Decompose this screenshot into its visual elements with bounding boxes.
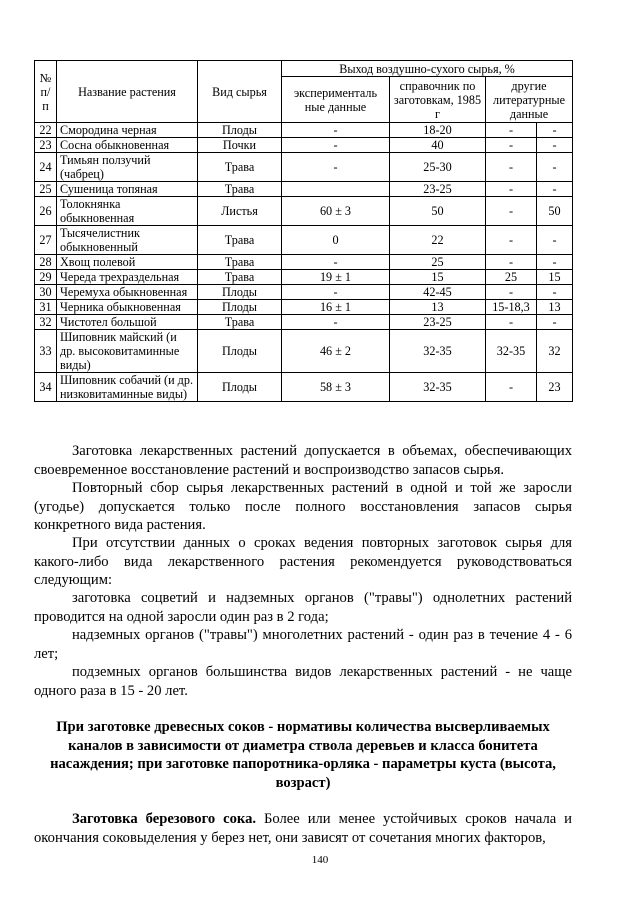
row-name: Шиповник собачий (и др. низковитаминные виды) xyxy=(57,373,198,402)
row-other-literature-1: - xyxy=(486,226,537,255)
table-body xyxy=(35,123,573,402)
table-row xyxy=(35,182,573,197)
row-other-literature-2: 13 xyxy=(537,300,573,315)
row-num: 31 xyxy=(35,300,57,315)
row-other-literature-1: - xyxy=(486,285,537,300)
row-num: 34 xyxy=(35,373,57,402)
row-experimental: 60 ± 3 xyxy=(282,197,390,226)
row-other-literature-2: - xyxy=(537,153,573,182)
header-yield-group: Выход воздушно-сухого сырья, % xyxy=(282,61,573,77)
row-experimental: - xyxy=(282,123,390,138)
row-handbook: 32-35 xyxy=(390,373,486,402)
paragraph-3: При отсутствии данных о сроках ведения повторных заготовок сырья для какого-либо вида лекарственного растения рекомендуется руководствоваться следующим: xyxy=(34,535,572,588)
row-handbook: 40 xyxy=(390,138,486,153)
row-other-literature-1: - xyxy=(486,123,537,138)
row-kind: Трава xyxy=(198,182,282,197)
row-num: 24 xyxy=(35,153,57,182)
row-handbook: 50 xyxy=(390,197,486,226)
row-other-literature-2: - xyxy=(537,138,573,153)
row-experimental: 46 ± 2 xyxy=(282,330,390,373)
paragraph-1: Заготовка лекарственных растений допускается в объемах, обеспечивающих своевременное восстановление растений и воспроизводство запасов сырья. xyxy=(34,443,572,478)
header-name: Название растения xyxy=(57,61,198,123)
row-handbook: 13 xyxy=(390,300,486,315)
row-name: Тысячелистник обыкновенный xyxy=(57,226,198,255)
row-name: Хвощ полевой xyxy=(57,255,198,270)
table-row xyxy=(35,285,573,300)
row-other-literature-1: - xyxy=(486,138,537,153)
row-handbook: 25-30 xyxy=(390,153,486,182)
row-name: Черемуха обыкновенная xyxy=(57,285,198,300)
row-experimental: 58 ± 3 xyxy=(282,373,390,402)
row-name: Череда трехраздельная xyxy=(57,270,198,285)
row-other-literature-1: - xyxy=(486,373,537,402)
row-other-literature-1: 32-35 xyxy=(486,330,537,373)
row-num: 32 xyxy=(35,315,57,330)
row-num: 26 xyxy=(35,197,57,226)
yield-table xyxy=(34,60,573,402)
row-handbook: 32-35 xyxy=(390,330,486,373)
row-other-literature-2: 23 xyxy=(537,373,573,402)
table-row xyxy=(35,373,573,402)
row-kind: Трава xyxy=(198,255,282,270)
row-handbook: 22 xyxy=(390,226,486,255)
row-kind: Плоды xyxy=(198,123,282,138)
row-name: Толокнянка обыкновенная xyxy=(57,197,198,226)
row-experimental: - xyxy=(282,153,390,182)
paragraph-birch-sap-text: Более или менее устойчивых сроков начала и окончания соковыделения у берез нет, они зависят от сочетания многих факторов, xyxy=(34,811,572,846)
row-kind: Плоды xyxy=(198,330,282,373)
row-other-literature-1: - xyxy=(486,255,537,270)
table-row xyxy=(35,138,573,153)
header-num: № п/п xyxy=(35,61,57,123)
row-num: 25 xyxy=(35,182,57,197)
row-other-literature-2: 15 xyxy=(537,270,573,285)
row-other-literature-1: 15-18,3 xyxy=(486,300,537,315)
section-heading: При заготовке древесных соков - нормативы количества высверливаемых каналов в зависимости от диаметра ствола деревьев и класса бонитета насаждения; при заготовке папоротника-орляка - параметры куста (высота, возраст) xyxy=(50,719,556,791)
row-other-literature-1: - xyxy=(486,182,537,197)
header-handbook: справочник по заготовкам, 1985 г xyxy=(390,77,486,123)
row-name: Чистотел большой xyxy=(57,315,198,330)
table-row xyxy=(35,270,573,285)
row-handbook: 42-45 xyxy=(390,285,486,300)
paragraph-birch-sap-lead: Заготовка березового сока. xyxy=(72,811,257,827)
row-other-literature-2: - xyxy=(537,285,573,300)
row-handbook: 15 xyxy=(390,270,486,285)
table-row xyxy=(35,226,573,255)
row-handbook: 25 xyxy=(390,255,486,270)
row-num: 23 xyxy=(35,138,57,153)
row-kind: Трава xyxy=(198,153,282,182)
row-kind: Листья xyxy=(198,197,282,226)
row-name: Смородина черная xyxy=(57,123,198,138)
row-experimental: 19 ± 1 xyxy=(282,270,390,285)
row-handbook: 18-20 xyxy=(390,123,486,138)
row-kind: Плоды xyxy=(198,373,282,402)
table-row xyxy=(35,315,573,330)
row-num: 33 xyxy=(35,330,57,373)
row-kind: Плоды xyxy=(198,300,282,315)
paragraph-6: подземных органов большинства видов лекарственных растений - не чаще одного раза в 15 - 20 лет. xyxy=(34,664,572,699)
row-handbook: 23-25 xyxy=(390,315,486,330)
row-num: 22 xyxy=(35,123,57,138)
table-row xyxy=(35,330,573,373)
row-name: Шиповник майский (и др. высоковитаминные виды) xyxy=(57,330,198,373)
row-name: Черника обыкновенная xyxy=(57,300,198,315)
paragraph-2: Повторный сбор сырья лекарственных растений в одной и той же заросли (угодье) допускается только после полного восстановления запасов сырья конкретного вида растения. xyxy=(34,480,572,533)
row-kind: Трава xyxy=(198,270,282,285)
row-experimental: - xyxy=(282,255,390,270)
row-num: 28 xyxy=(35,255,57,270)
row-experimental: - xyxy=(282,138,390,153)
row-experimental: 0 xyxy=(282,226,390,255)
row-other-literature-1: - xyxy=(486,315,537,330)
row-other-literature-2: - xyxy=(537,255,573,270)
row-other-literature-2: 50 xyxy=(537,197,573,226)
row-other-literature-2: - xyxy=(537,226,573,255)
table-row xyxy=(35,255,573,270)
row-name: Тимьян ползучий (чабрец) xyxy=(57,153,198,182)
row-other-literature-2: - xyxy=(537,315,573,330)
row-num: 29 xyxy=(35,270,57,285)
row-name: Сушеница топяная xyxy=(57,182,198,197)
row-experimental xyxy=(282,182,390,197)
row-num: 27 xyxy=(35,226,57,255)
row-kind: Плоды xyxy=(198,285,282,300)
header-kind: Вид сырья xyxy=(198,61,282,123)
row-other-literature-2: - xyxy=(537,182,573,197)
row-kind: Трава xyxy=(198,226,282,255)
row-other-literature-1: - xyxy=(486,153,537,182)
row-kind: Почки xyxy=(198,138,282,153)
row-num: 30 xyxy=(35,285,57,300)
paragraph-5: надземных органов ("травы") многолетних растений - один раз в течение 4 - 6 лет; xyxy=(34,627,572,662)
row-other-literature-2: 32 xyxy=(537,330,573,373)
table-row xyxy=(35,153,573,182)
row-experimental: - xyxy=(282,285,390,300)
row-experimental: 16 ± 1 xyxy=(282,300,390,315)
row-other-literature-1: 25 xyxy=(486,270,537,285)
header-experimental: эксперименталь ные данные xyxy=(282,77,390,123)
paragraph-4: заготовка соцветий и надземных органов ("травы") однолетних растений проводится на одной заросли один раз в 2 года; xyxy=(34,590,572,625)
paragraph-birch-sap xyxy=(34,810,572,847)
row-other-literature-1: - xyxy=(486,197,537,226)
row-experimental: - xyxy=(282,315,390,330)
header-other-literature: другие литературные данные xyxy=(486,77,573,123)
row-name: Сосна обыкновенная xyxy=(57,138,198,153)
row-kind: Трава xyxy=(198,315,282,330)
row-handbook: 23-25 xyxy=(390,182,486,197)
table-row xyxy=(35,123,573,138)
table-row xyxy=(35,300,573,315)
row-other-literature-2: - xyxy=(537,123,573,138)
table-row xyxy=(35,197,573,226)
page-number: 140 xyxy=(311,854,329,866)
